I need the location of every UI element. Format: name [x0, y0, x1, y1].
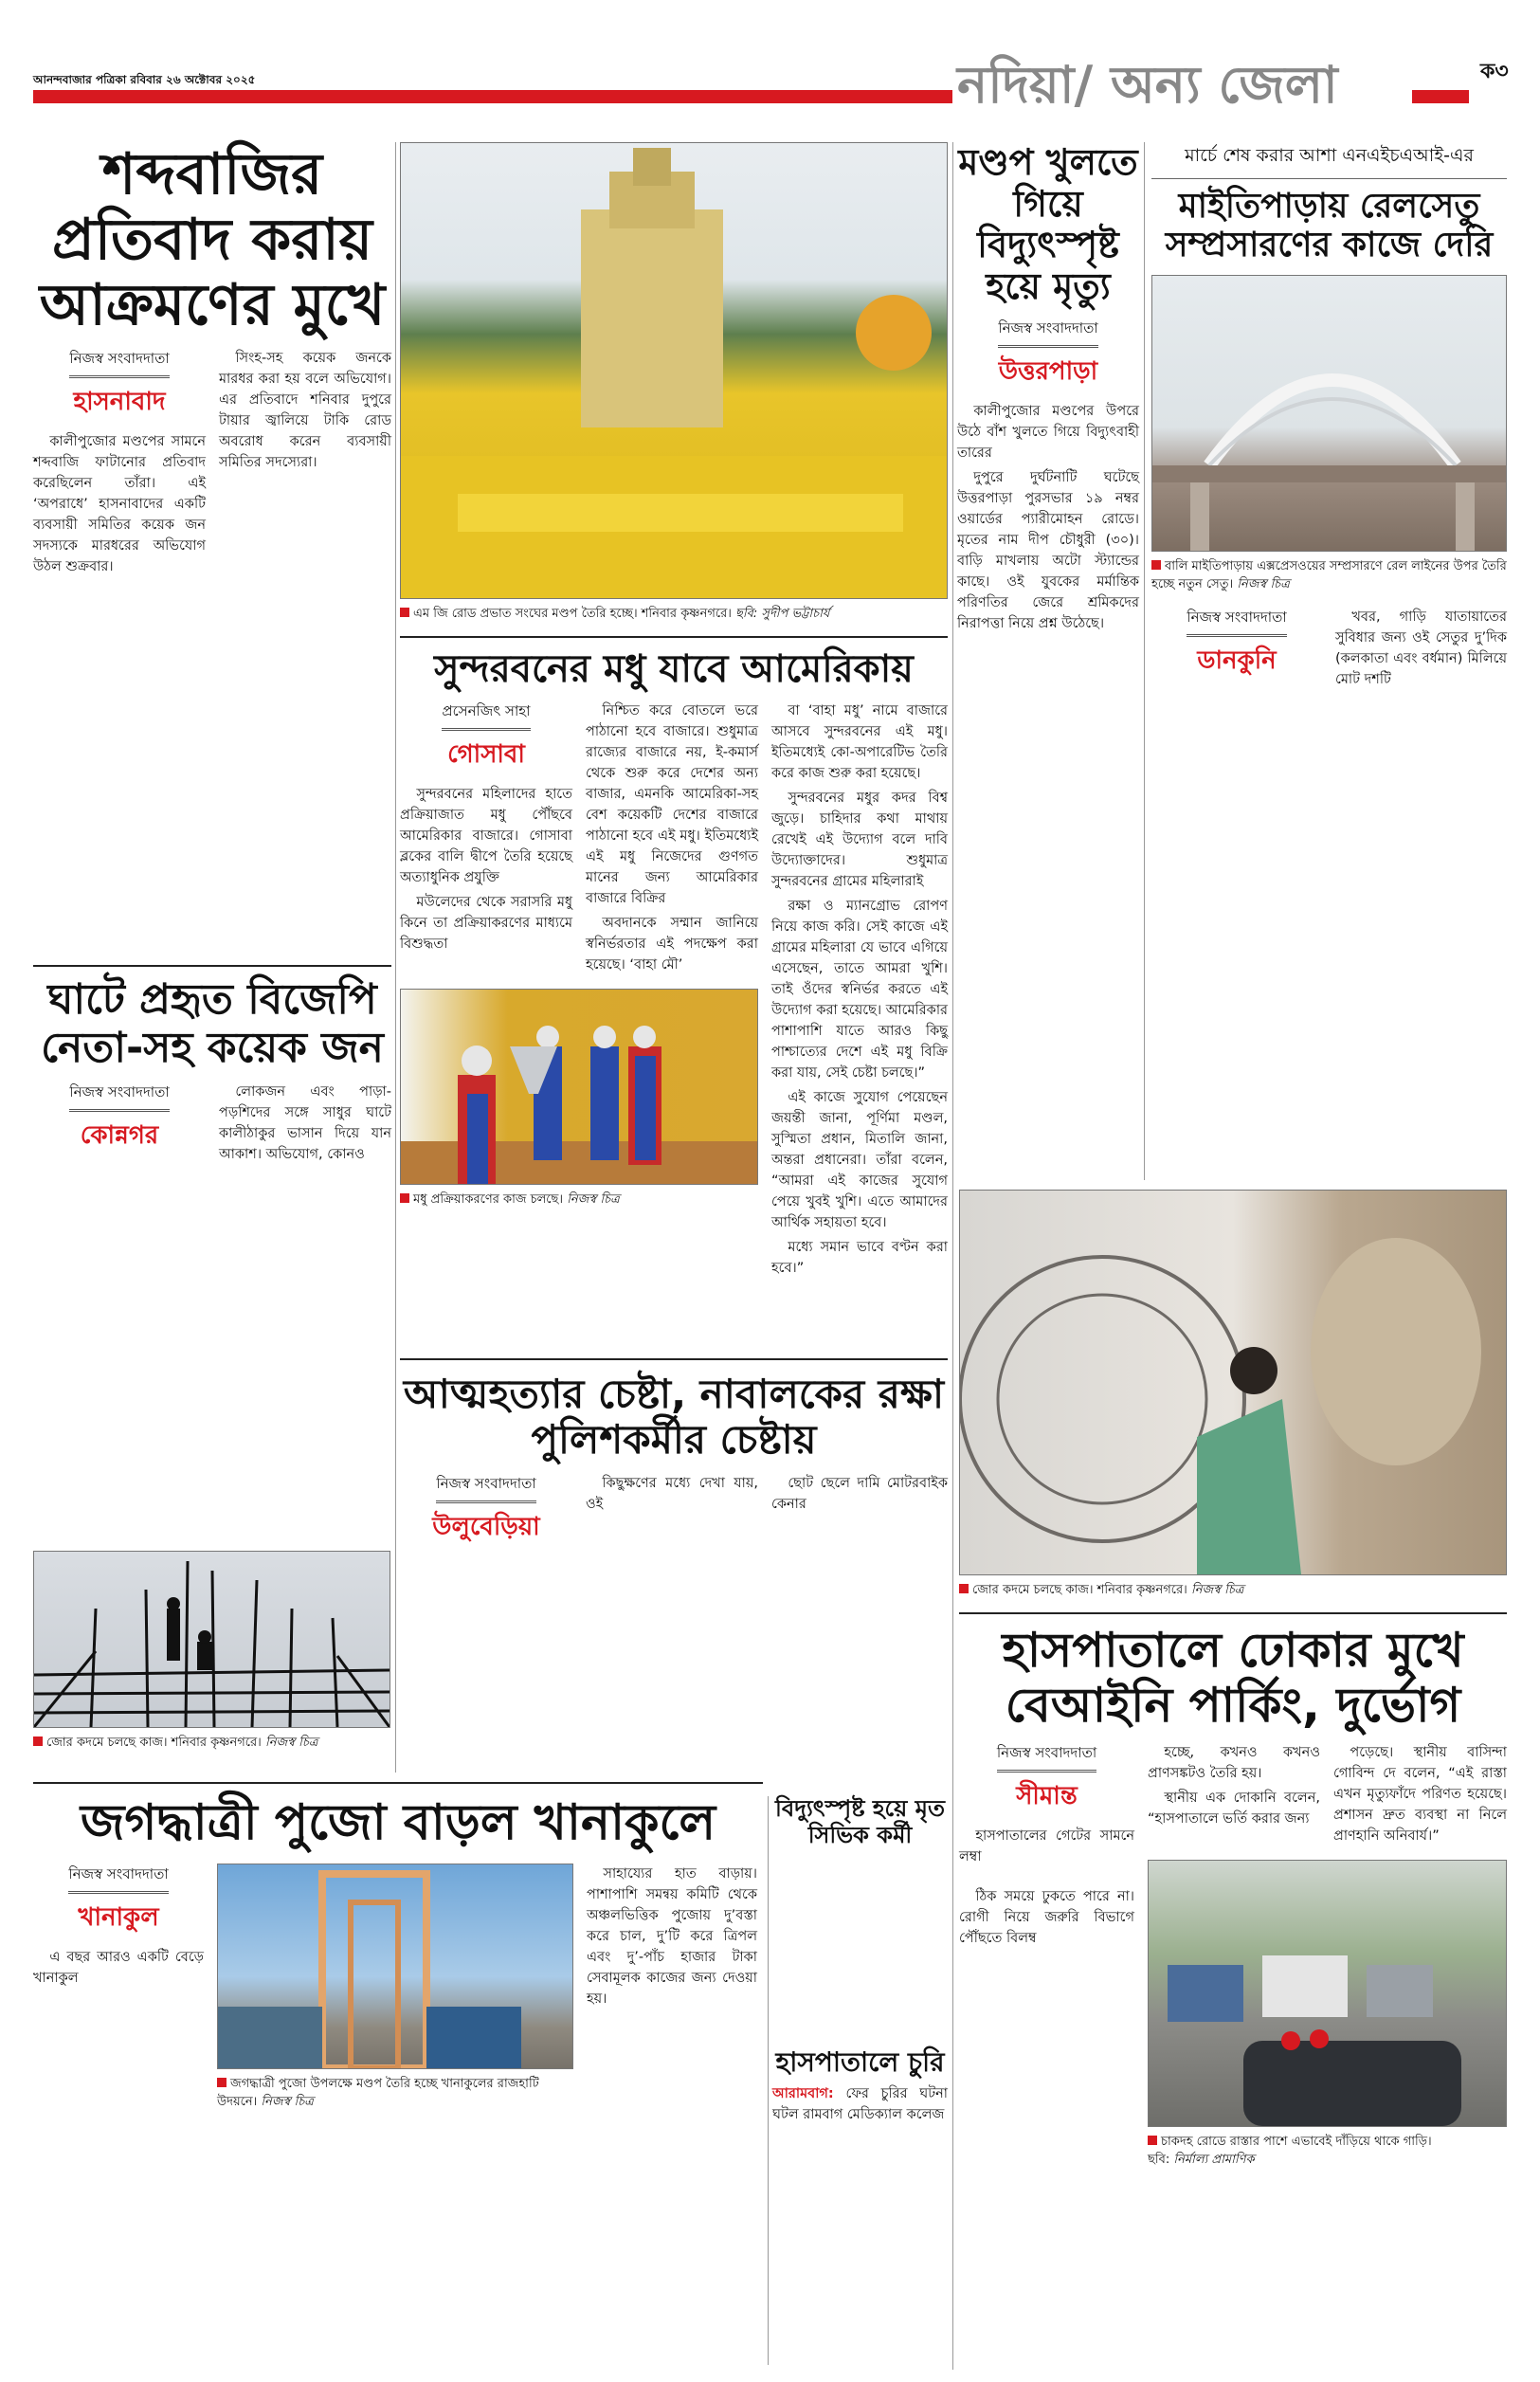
byline: নিজস্ব সংবাদদাতা: [436, 1473, 535, 1503]
paragraph: ছোট ছেলে দামি মোটরবাইক কেনার: [771, 1475, 948, 1512]
article-columns: [33, 1864, 763, 2111]
photo-pandal: [400, 142, 948, 599]
article-body: [1148, 1742, 1320, 1833]
dateline: সীমান্ত: [1016, 1782, 1078, 1810]
byline: নিজস্ব সংবাদদাতা: [998, 318, 1097, 348]
idol-illustration: [960, 1191, 1506, 1574]
photo-credit: নিজস্ব চিত্র: [1190, 1583, 1244, 1597]
byline: নিজস্ব সংবাদদাতা: [997, 1742, 1096, 1773]
byline: নিজস্ব সংবাদদাতা: [1187, 607, 1286, 637]
dateline: আরামবাগ:: [772, 2086, 834, 2102]
byline: প্রসেনজিৎ সাহা: [442, 700, 530, 731]
header-red-bar: [33, 90, 952, 103]
dateline: হাসনাবাদ: [73, 388, 166, 416]
column-divider: [395, 142, 396, 1773]
photo-parking: [1148, 1860, 1507, 2127]
photo-idol: [959, 1190, 1507, 1575]
article-body: [400, 784, 572, 958]
story-railbridge: [1151, 142, 1507, 694]
cars-illustration: [1149, 1861, 1506, 2126]
article-body: [772, 2083, 948, 2125]
paragraph: কিছুক্ষণের মধ্যে দেখা যায়, ওই: [586, 1475, 758, 1512]
right-lower-column: [959, 1190, 1507, 2169]
masthead-date: [33, 72, 255, 91]
header-red-bar-right: [1412, 90, 1469, 103]
dateline: উলুবেড়িয়া: [432, 1512, 540, 1541]
kicker: মার্চে শেষ করার আশা এনএইচএআই-এর: [1151, 142, 1507, 179]
article-body: [959, 1886, 1134, 1953]
paragraph: হাসপাতালের গেটের সামনে লম্বা: [959, 1828, 1134, 1864]
article-column: [959, 1742, 1134, 1953]
paragraph: ফের চুরির ঘটনা ঘটল রামবাগ মেডিক্যাল কলেজ: [772, 2086, 948, 2123]
paragraph: পড়েছে। স্থানীয় বাসিন্দা গোবিন্দ দে বলেন, “এই রাস্তা এখন মৃত্যুফাঁদে পরিণত হয়েছে। প্রশাসন দ্রুত ব্যবস্থা না নিলে প্রাণহানি অনিবার্য।”: [1333, 1745, 1507, 1844]
column-divider: [768, 1796, 769, 2365]
photo-credit: নিজস্ব চিত্র: [567, 1192, 620, 1207]
paragraph: অবদানকে সম্মান জানিয়ে স্বনির্ভরতার এই পদক্ষেপ করা হয়েছে। ‘বাহা মৌ’: [586, 916, 758, 973]
article-body: [587, 1864, 757, 2013]
article-body: [771, 700, 948, 1282]
headline-suicide: আত্মহত্যার চেষ্টা, নাবালকের রক্ষা পুলিশকর্মীর চেষ্টায়: [403, 1371, 945, 1464]
photo-credit: নির্মাল্য প্রামাণিক: [1173, 2153, 1255, 2167]
paragraph: হচ্ছে, কখনও কখনও প্রাণসঙ্কটও তৈরি হয়।: [1148, 1745, 1320, 1781]
byline: নিজস্ব সংবাদদাতা: [69, 348, 169, 378]
dateline: গোসাবা: [447, 740, 525, 769]
headline-honey: সুন্দরবনের মধু যাবে আমেরিকায়: [434, 647, 914, 691]
page-number: ক৩: [1480, 60, 1509, 83]
article-column: [33, 348, 206, 581]
briefs-column: [772, 1796, 948, 2125]
article-body: [959, 1826, 1134, 1871]
bridge-illustration: [1152, 276, 1506, 551]
paragraph: ঠিক সময়ে ঢুকতে পারে না। রোগী নিয়ে জরুরি বিভাগে পৌঁছতে বিলম্ব: [959, 1889, 1134, 1946]
photo-credit: ছবি: সুদীপ ভট্টাচার্য: [735, 607, 830, 621]
story-jagaddhatri: [33, 1782, 763, 2111]
workers-illustration: [401, 990, 757, 1184]
article-column: [400, 1473, 572, 1556]
headline-firecracker: শব্দবাজির প্রতিবাদ করায় আক্রমণের মুখে: [39, 141, 386, 338]
left-column: [33, 142, 391, 1752]
headline-bjp: ঘাটে প্রহৃত বিজেপি নেতা-সহ কয়েক জন: [41, 975, 384, 1072]
brief-civic: [772, 1796, 948, 2047]
paragraph: কালীপুজোর মণ্ডপের উপরে উঠে বাঁশ খুলতে গিয়ে বিদ্যুৎবাহী তারের: [957, 403, 1139, 461]
story-parking: [959, 1624, 1507, 2169]
photo-railbridge: [1151, 275, 1507, 552]
story-divider: [33, 1782, 763, 1784]
paragraph: খবর, গাড়ি যাতায়াতের সুবিধার জন্য ওই সেতুর দু’দিক (কলকাতা এবং বর্ধমান) মিলিয়ে মোট দশটি: [1335, 609, 1507, 687]
story-firecracker: [33, 142, 391, 957]
article-columns: [1148, 1742, 1507, 1850]
pandal-frame-illustration: [218, 1864, 572, 2068]
story-divider: [400, 636, 948, 638]
caption-text: জোর কদমে চলছে কাজ। শনিবার কৃষ্ণনগরে।: [46, 1736, 262, 1750]
article-body: [957, 401, 1139, 638]
article-right-block: [1148, 1742, 1507, 2169]
caption-text: মধু প্রক্রিয়াকরণের কাজ চলছে।: [413, 1192, 564, 1207]
byline: নিজস্ব সংবাদদাতা: [68, 1864, 168, 1894]
headline-jagaddhatri: জগদ্ধাত্রী পুজো বাড়ল খানাকুলে: [80, 1794, 716, 1851]
photo-credit: নিজস্ব চিত্র: [1237, 576, 1290, 591]
paragraph: কালীপুজোর মণ্ডপের সামনে শব্দবাজি ফাটানোর প্রতিবাদ করেছিলেন তাঁরা। এই ‘অপরাধে’ হাসনাবাদের একটি ব্যবসায়ী সমিতির কয়েক জন সদস্যকে মারধরের অভিযোগ উঠল শুক্রবার।: [33, 434, 206, 574]
issue-date: রবিবার ২৬ অক্টোবর ২০২৫: [130, 73, 256, 86]
headline-railbridge: মাইতিপাড়ায় রেলসেতু সম্প্রসারণের কাজে দেরি: [1165, 187, 1494, 265]
paper-name: আনন্দবাজার পত্রিকা: [33, 73, 127, 86]
headline-civic-worker: বিদ্যুৎস্পৃষ্ট হয়ে মৃত সিভিক কর্মী: [775, 1795, 945, 1848]
article-body: [586, 700, 758, 979]
dateline: উত্তরপাড়া: [998, 356, 1098, 386]
article-body: [219, 1082, 391, 1169]
photo-caption: [959, 1581, 1507, 1599]
paragraph: সিংহ-সহ কয়েক জনকে মারধর করা হয় বলে অভিযোগ। এর প্রতিবাদে শনিবার দুপুরে টায়ার জ্বালিয়ে টাকি রোড অবরোধ করেন ব্যবসায়ী সমিতির সদস্যেরা।: [219, 351, 391, 470]
story-bjp: [33, 976, 391, 1551]
paragraph: সুন্দরবনের মধুর কদর বিশ্ব জুড়ে। চাহিদার কথা মাথায় রেখেই এই উদ্যোগ বলে দাবি উদ্যোক্তাদের। শুধুমাত্র সুন্দরবনের গ্রামের মহিলারাই: [771, 791, 948, 889]
paragraph: মউলেদের থেকে সরাসরি মধু কিনে তা প্রক্রিয়াকরণের মাধ্যমে বিশুদ্ধতা: [400, 895, 572, 952]
photo-caption: [1151, 557, 1507, 593]
credit-label: ছবি:: [1148, 2153, 1170, 2167]
photo-credit: নিজস্ব চিত্র: [261, 2094, 314, 2109]
photo-credit: নিজস্ব চিত্র: [264, 1736, 318, 1750]
byline: নিজস্ব সংবাদদাতা: [69, 1082, 169, 1112]
photo-scaffold: [33, 1551, 390, 1728]
article-columns: [400, 700, 758, 979]
pandal-illustration: [401, 143, 947, 598]
column-divider: [1144, 142, 1145, 1180]
story-divider: [959, 1612, 1507, 1614]
paragraph: দুপুরে দুর্ঘটনাটি ঘটেছে উত্তরপাড়া পুরসভার ১৯ নম্বর ওয়ার্ডের প্যারীমোহন রোডে। মৃতের নাম দীপ চৌধুরী (৩০)। বাড়ি মাখলায় অটো স্ট্যান্ডের কাছে। ওই যুবকের মর্মান্তিক পরিণতির জেরে শ্রমিকদের নিরাপত্তা নিয়ে প্রশ্ন উঠেছে।: [957, 469, 1139, 631]
story-electrocution: [957, 142, 1139, 638]
article-body: [1335, 607, 1507, 694]
paragraph: রক্ষা ও ম্যানগ্রোভ রোপণ নিয়ে কাজ করি। সেই কাজে এই গ্রামের মহিলারা যে ভাবে এগিয়ে এসেছেন, তাতে আমরা খুশি। তাই ওঁদের স্বনির্ভর করতে এই উদ্যোগ করা হয়েছে। আমেরিকার পাশাপাশি যাতে আরও কিছু পাশ্চাত্যের দেশে এই মধু বিক্রি করা যায়, সেই চেষ্টা চলছে।”: [771, 899, 948, 1081]
article-column: [1151, 607, 1322, 690]
caption-text: জোর কদমে চলছে কাজ। শনিবার কৃষ্ণনগরে।: [972, 1583, 1187, 1597]
article-columns: [33, 348, 391, 581]
dateline: খানাকুল: [78, 1902, 159, 1932]
paragraph: স্থানীয় এক দোকানি বলেন, “হাসপাতালে ভর্তি করার জন্য: [1148, 1791, 1320, 1827]
article-column: [33, 1864, 204, 1992]
article-body: [586, 1473, 758, 1518]
article-body: [33, 431, 206, 581]
photo-caption: [400, 1191, 758, 1209]
article-photo-block: [217, 1864, 573, 2111]
article-columns: [400, 700, 948, 1282]
article-column: [33, 1082, 206, 1165]
photo-caption: [33, 1734, 391, 1752]
caption-text: চাকদহ রোডে রাস্তার পাশে এভাবেই দাঁড়িয়ে থাকে গাড়ি।: [1161, 2135, 1432, 2149]
dateline: কোন্নগর: [80, 1121, 159, 1151]
paragraph: সাহায্যের হাত বাড়ায়। পাশাপাশি সমন্বয় কমিটি থেকে অঞ্চলভিত্তিক পুজোয় দু’বস্তা করে চাল, দু’টি করে ত্রিপল এবং দু’-পাঁচ হাজার টাকা সেবামূলক কাজের জন্য দেওয়া হয়।: [587, 1865, 757, 2007]
article-body: [219, 348, 391, 477]
paragraph: নিশ্চিত করে বোতলে ভরে পাঠানো হবে বাজারে। শুধুমাত্র রাজ্যের বাজারে নয়, ই-কমার্স থেকে শুরু করে দেশের অন্য বাজার, এমনকি আমেরিকা-সহ বেশ কয়েকটি দেশের বাজারে পাঠানো হবে এই মধু। ইতিমধ্যেই এই মধু নিজেদের গুণগত মানের জন্য আমেরিকার বাজারে বিক্রির: [586, 703, 758, 906]
paragraph: মধ্যে সমান ভাবে বণ্টন করা হবে।”: [771, 1240, 948, 1276]
story-suicide: [400, 1372, 948, 1556]
paragraph: বা ‘বাহা মধু’ নামে বাজারে আসবে সুন্দরবনের এই মধু। ইতিমধ্যেই কো-অপারেটিভ তৈরি করে কাজ শুরু করা হয়েছে।: [771, 703, 948, 781]
photo-caption: [1148, 2133, 1507, 2169]
story-divider: [33, 965, 391, 967]
photo-caption: [400, 605, 948, 623]
article-columns: [1151, 607, 1507, 694]
paragraph: এই কাজে সুযোগ পেয়েছেন জয়ন্তী জানা, পূর্ণিমা মণ্ডল, সুস্মিতা প্রধান, মিতালি জানা, অন্তরা প্রধানেরা। তাঁরা বলেন, “আমরা এই কাজের সুযোগ পেয়ে খুবই খুশি। এতে আমাদের আর্থিক সহায়তা হবে।: [771, 1090, 948, 1230]
scaffold-silhouette: [34, 1552, 390, 1727]
paragraph: এ বছর আরও একটি বেড়ে খানাকুল: [33, 1949, 204, 1986]
section-title: নদিয়া/ অন্য জেলা: [957, 55, 1338, 115]
headline-hospital-theft: হাসপাতালে চুরি: [775, 2046, 945, 2078]
article-body: [1333, 1742, 1507, 1850]
headline-electrocution: মণ্ডপ খুলতে গিয়ে বিদ্যুৎস্পৃষ্ট হয়ে মৃত্যু: [958, 141, 1138, 308]
caption-text: জগদ্ধাত্রী পুজো উপলক্ষে মণ্ডপ তৈরি হচ্ছে খানাকুলের রাজহাটি উদয়নে।: [217, 2076, 539, 2109]
article-columns: [400, 1473, 948, 1556]
article-columns: [959, 1742, 1507, 2169]
article-left-block: [400, 700, 758, 1209]
article-body: [33, 1947, 204, 1992]
article-column: [400, 700, 572, 958]
column-divider: [952, 142, 953, 2370]
article-body: [771, 1473, 948, 1518]
article-columns: [33, 1082, 391, 1169]
story-divider: [400, 1358, 948, 1360]
dateline: ডানকুনি: [1197, 646, 1277, 675]
photo-caption: [217, 2075, 573, 2111]
caption-text: এম জি রোড প্রভাত সংঘের মণ্ডপ তৈরি হচ্ছে। শনিবার কৃষ্ণনগরে।: [413, 607, 732, 621]
middle-column: [400, 142, 948, 1556]
paragraph: সুন্দরবনের মহিলাদের হাতে প্রক্রিয়াজাত মধু পৌঁছবে আমেরিকার বাজারে। গোসাবা ব্লকের বালি দ্বীপে তৈরি হয়েছে অত্যাধুনিক প্রযুক্তি: [400, 787, 572, 885]
headline-parking: হাসপাতালে ঢোকার মুখে বেআইনি পার্কিং, দুর্ভোগ: [1002, 1623, 1464, 1733]
story-honey: [400, 647, 948, 1349]
caption-text: বালি মাইতিপাড়ায় এক্সপ্রেসওয়ের সম্প্রসারণে রেল লাইনের উপর তৈরি হচ্ছে নতুন সেতু।: [1151, 558, 1507, 591]
photo-honey-processing: [400, 989, 758, 1185]
photo-jagaddhatri-pandal: [217, 1864, 573, 2069]
paragraph: লোকজন এবং পাড়া-পড়শিদের সঙ্গে সাধুর ঘাটে কালীঠাকুর ভাসান দিয়ে যান আকাশ। অভিযোগ, কোনও: [219, 1084, 391, 1163]
